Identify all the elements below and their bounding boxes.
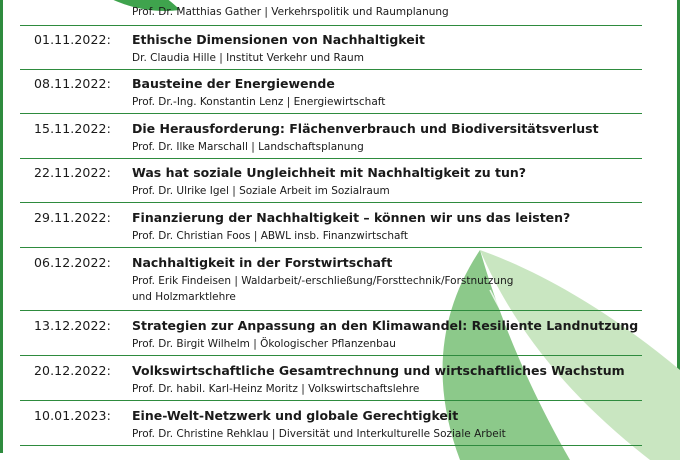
entry-speaker: Prof. Dr. Ilke Marschall | Landschaftsplanung: [132, 141, 364, 153]
entry-separator: [20, 69, 642, 70]
entry-date: 06.12.2022:: [34, 255, 111, 270]
entry-speaker-continued: und Holzmarktlehre: [132, 291, 236, 303]
entry-speaker: Prof. Dr. Matthias Gather | Verkehrspolitik und Raumplanung: [132, 6, 449, 18]
entry-date: 01.11.2022:: [34, 32, 111, 47]
entry-separator: [20, 202, 642, 203]
entry-speaker: Dr. Claudia Hille | Institut Verkehr und Raum: [132, 52, 364, 64]
entry-separator: [20, 247, 642, 248]
entry-speaker: Prof. Dr. Ulrike Igel | Soziale Arbeit im Sozialraum: [132, 185, 390, 197]
entry-title: Volkswirtschaftliche Gesamtrechnung und wirtschaftliches Wachstum: [132, 363, 625, 378]
entry-date: 22.11.2022:: [34, 165, 111, 180]
entry-date: 20.12.2022:: [34, 363, 111, 378]
entry-title: Die Herausforderung: Flächenverbrauch und Biodiversitätsverlust: [132, 121, 599, 136]
frame-left-border: [0, 0, 3, 453]
entry-separator: [20, 310, 642, 311]
entry-speaker: Prof. Dr. Birgit Wilhelm | Ökologischer Pflanzenbau: [132, 338, 396, 350]
entry-separator: [20, 355, 642, 356]
entry-speaker: Prof. Dr.-Ing. Konstantin Lenz | Energiewirtschaft: [132, 96, 386, 108]
entry-date: 08.11.2022:: [34, 76, 111, 91]
entry-date: 15.11.2022:: [34, 121, 111, 136]
entry-speaker: Prof. Dr. Christine Rehklau | Diversität und Interkulturelle Soziale Arbeit: [132, 428, 506, 440]
entry-date: 10.01.2023:: [34, 408, 111, 423]
entry-speaker: Prof. Erik Findeisen | Waldarbeit/-erschließung/Forsttechnik/Forstnutzung: [132, 275, 514, 287]
entry-title: Strategien zur Anpassung an den Klimawandel: Resiliente Landnutzung: [132, 318, 639, 333]
entry-title: Finanzierung der Nachhaltigkeit – können wir uns das leisten?: [132, 210, 571, 225]
entry-separator: [20, 25, 642, 26]
entry-date: 29.11.2022:: [34, 210, 111, 225]
entry-separator: [20, 113, 642, 114]
entry-title: Ethische Dimensionen von Nachhaltigkeit: [132, 32, 426, 47]
entry-title: Eine-Welt-Netzwerk und globale Gerechtigkeit: [132, 408, 459, 423]
entry-title: Bausteine der Energiewende: [132, 76, 335, 91]
entry-title: Nachhaltigkeit in der Forstwirtschaft: [132, 255, 393, 270]
entry-speaker: Prof. Dr. habil. Karl-Heinz Moritz | Volkswirtschaftslehre: [132, 383, 420, 395]
entry-date: 13.12.2022:: [34, 318, 111, 333]
entry-title: Was hat soziale Ungleichheit mit Nachhaltigkeit zu tun?: [132, 165, 526, 180]
entry-speaker: Prof. Dr. Christian Foos | ABWL insb. Finanzwirtschaft: [132, 230, 409, 242]
entry-separator: [20, 445, 642, 446]
entry-separator: [20, 400, 642, 401]
entry-separator: [20, 158, 642, 159]
